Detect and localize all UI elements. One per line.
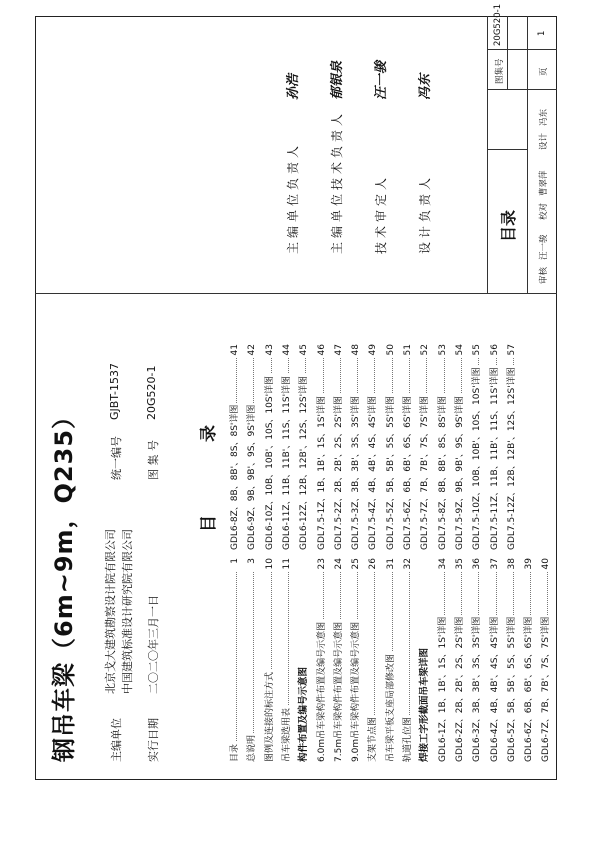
titleblock-atlas-label: 图集号	[495, 58, 505, 84]
toc-row	[245, 558, 259, 762]
issue-date-value: 二〇二〇年三月一日	[147, 595, 160, 694]
toc-row	[280, 344, 294, 550]
toc-title: GDL6-1Z、1B、1B'、1S、1S'详图	[437, 616, 448, 762]
responsibility-signature: 郁银泉	[330, 60, 345, 100]
toc-row	[384, 344, 398, 550]
responsibility-role: 主编单位负责人	[286, 141, 300, 254]
editor-unit-2: 中国建筑标准设计研究院有限公司	[121, 529, 134, 694]
toc-row	[522, 558, 536, 762]
atlas-number-value: 20G520-1	[145, 365, 158, 420]
toc-title: GDL6-6Z、6B、6B'、6S、6S'详图	[524, 616, 535, 762]
toc-title: GDL7.5-3Z、3B、3B'、3S、3S'详图	[351, 396, 362, 550]
toc-page: 31	[385, 558, 396, 570]
toc-page: 37	[489, 558, 500, 570]
responsibility-role: 主编单位技术负责人	[330, 109, 344, 254]
toc-row	[453, 558, 467, 762]
toc-row	[245, 344, 259, 550]
titleblock-page-value: 1	[537, 30, 547, 36]
toc-title: GDL6-8Z、8B、8B'、8S、8S'详图	[230, 404, 240, 550]
toc-title: 6.0m吊车梁构件布置及编号示意图	[316, 621, 327, 762]
toc-page: 42	[247, 344, 258, 356]
main-divider	[35, 293, 557, 294]
responsibility-role: 技术审定人	[374, 173, 388, 254]
document-title: 钢吊车梁（6m~9m，Q235）	[50, 403, 78, 762]
titleblock-v1	[487, 149, 527, 150]
toc-title: GDL7.5-9Z、9B、9B'、9S、9S'详图	[454, 396, 465, 550]
toc-row	[315, 344, 329, 550]
titleblock-top-line	[487, 16, 488, 294]
toc-title: 构件布置及编号示意图	[298, 666, 310, 762]
toc-page: 47	[333, 344, 344, 356]
toc-row	[401, 344, 415, 550]
titleblock-proof-label: 校对	[539, 202, 549, 220]
toc-title: 总说明	[247, 734, 258, 762]
toc-title: GDL7.5-5Z、5B、5B'、5S、5S'详图	[385, 396, 396, 550]
toc-title: GDL7.5-10Z、10B、10B'、10S、10S'详图	[472, 367, 483, 550]
toc-page: 56	[489, 344, 500, 356]
toc-title: 吊车梁平板支座局部修改图	[385, 653, 396, 762]
titleblock-page-label: 页	[539, 67, 549, 76]
titleblock-h-right	[507, 16, 508, 90]
toc-row	[366, 344, 380, 550]
toc-page: 1	[230, 558, 240, 564]
titleblock-v2	[487, 89, 557, 90]
toc-row	[470, 558, 484, 762]
titleblock-v3	[487, 49, 557, 50]
titleblock-proof-name: 曹翠萍	[539, 170, 549, 196]
toc-row	[488, 344, 502, 550]
toc-page: 55	[472, 344, 483, 356]
toc-page: 36	[472, 558, 483, 570]
titleblock-design-label: 设计	[539, 132, 549, 150]
toc-page: 50	[385, 344, 396, 356]
toc-row	[539, 558, 553, 762]
toc-row	[418, 344, 432, 550]
toc-page: 24	[333, 558, 344, 570]
toc-page: 25	[351, 558, 362, 570]
toc-row	[315, 558, 329, 762]
toc-row	[332, 558, 346, 762]
toc-row	[384, 558, 398, 762]
toc-title: 图例及连接的标注方式	[264, 671, 275, 762]
toc-title: GDL6-10Z、10B、10B'、10S、10S'详图	[264, 375, 275, 550]
toc-title: GDL7.5-1Z、1B、1B'、1S、1S'详图	[316, 396, 327, 550]
toc-page: 34	[437, 558, 448, 570]
titleblock-approval-label: 审核	[539, 266, 549, 284]
toc-row	[418, 558, 432, 762]
toc-title: GDL6-5Z、5B、5B'、5S、5S'详图	[506, 616, 517, 762]
toc-row	[366, 558, 380, 762]
toc-page: 45	[299, 344, 310, 356]
toc-row	[280, 558, 294, 762]
toc-title: GDL6-12Z、12B、12B'、12S、12S'详图	[299, 375, 310, 550]
toc-row	[297, 344, 311, 550]
toc-page: 51	[403, 344, 413, 356]
toc-page: 43	[264, 344, 275, 356]
toc-title: 目录	[230, 743, 240, 762]
toc-title: 吊车梁选用表	[281, 707, 292, 762]
toc-title: GDL7.5-8Z、8B、8B'、8S、8S'详图	[437, 396, 448, 550]
toc-page: 57	[506, 344, 517, 356]
toc-heading-right: 录	[199, 425, 219, 442]
toc-title: GDL7.5-4Z、4B、4B'、4S、4S'详图	[368, 396, 379, 550]
toc-heading-left: 目	[199, 515, 219, 532]
toc-title: GDL7.5-6Z、6B、6B'、6S、6S'详图	[403, 396, 413, 550]
responsibility-signature: 汪一骏	[374, 60, 389, 100]
toc-page: 35	[454, 558, 465, 570]
toc-row	[505, 558, 519, 762]
unified-number-value: GJBT-1537	[108, 363, 121, 420]
toc-title: GDL7.5-12Z、12B、12B'、12S、12S'详图	[506, 367, 517, 550]
toc-row	[349, 558, 363, 762]
toc-row	[436, 558, 450, 762]
issue-date-label: 实行日期	[147, 718, 160, 762]
toc-row	[228, 344, 242, 550]
atlas-number-label: 图 集 号	[147, 440, 160, 480]
titleblock-catalog: 目录	[499, 209, 518, 242]
unified-number-label: 统一编号	[110, 436, 123, 480]
toc-page: 32	[403, 558, 413, 570]
responsibility-signature: 孙浩	[286, 73, 301, 100]
toc-title: GDL6-4Z、4B、4B'、4S、4S'详图	[489, 616, 500, 762]
toc-page: 38	[506, 558, 517, 570]
toc-page: 54	[454, 344, 465, 356]
toc-row	[470, 344, 484, 550]
editor-label: 主编单位	[110, 718, 123, 762]
toc-row	[436, 344, 450, 550]
toc-page: 11	[281, 558, 292, 570]
responsibility-signature: 冯东	[418, 73, 433, 100]
toc-title: GDL6-11Z、11B、11B'、11S、11S'详图	[281, 375, 292, 550]
toc-row	[488, 558, 502, 762]
toc-title: GDL6-2Z、2B、2B'、2S、2S'详图	[454, 616, 465, 762]
titleblock-approval-name: 汪一骏	[539, 234, 549, 260]
toc-page: 40	[541, 558, 552, 570]
toc-title: GDL6-9Z、9B、9B'、9S、9S'详图	[247, 404, 258, 550]
toc-row	[505, 344, 519, 550]
toc-row	[263, 558, 277, 762]
toc-page: 49	[368, 344, 379, 356]
titleblock-design-name: 冯东	[539, 108, 549, 126]
toc-page: 44	[281, 344, 292, 356]
toc-page: 46	[316, 344, 327, 356]
toc-title: 9.0m吊车梁构件布置及编号示意图	[351, 621, 362, 762]
toc-page: 3	[247, 558, 258, 564]
titleblock-atlas-value: 20G520-1	[493, 3, 503, 46]
toc-row	[297, 558, 311, 762]
toc-page: 23	[316, 558, 327, 570]
toc-page: 10	[264, 558, 275, 570]
toc-title: GDL6-7Z、7B、7B'、7S、7S'详图	[541, 616, 552, 762]
toc-title: GDL7.5-7Z、7B、7B'、7S、7S'详图	[420, 396, 431, 550]
toc-page: 41	[230, 344, 240, 356]
titleblock-mid-line	[527, 16, 528, 294]
toc-title: 支架节点图	[368, 716, 379, 762]
toc-row	[453, 344, 467, 550]
toc-row	[332, 344, 346, 550]
toc-page: 53	[437, 344, 448, 356]
toc-row	[349, 344, 363, 550]
toc-row	[228, 558, 242, 762]
toc-page: 52	[420, 344, 431, 356]
toc-title: 轨道孔位图	[403, 716, 413, 762]
toc-title: 7.5m吊车梁构件布置及编号示意图	[333, 621, 344, 762]
editor-unit-1: 北京戈大建筑勘察设计院有限公司	[104, 529, 117, 694]
toc-page: 39	[524, 558, 535, 570]
toc-title: GDL6-3Z、3B、3B'、3S、3S'详图	[472, 616, 483, 762]
toc-title: GDL7.5-2Z、2B、2B'、2S、2S'详图	[333, 396, 344, 550]
toc-title: 焊接工字形截面吊车梁详图	[419, 647, 431, 762]
toc-row	[401, 558, 415, 762]
toc-title: GDL7.5-11Z、11B、11B'、11S、11S'详图	[489, 367, 500, 550]
toc-page: 48	[351, 344, 362, 356]
toc-leader	[236, 572, 237, 762]
toc-row	[263, 344, 277, 550]
toc-page: 26	[368, 558, 379, 570]
responsibility-role: 设计负责人	[418, 173, 432, 254]
